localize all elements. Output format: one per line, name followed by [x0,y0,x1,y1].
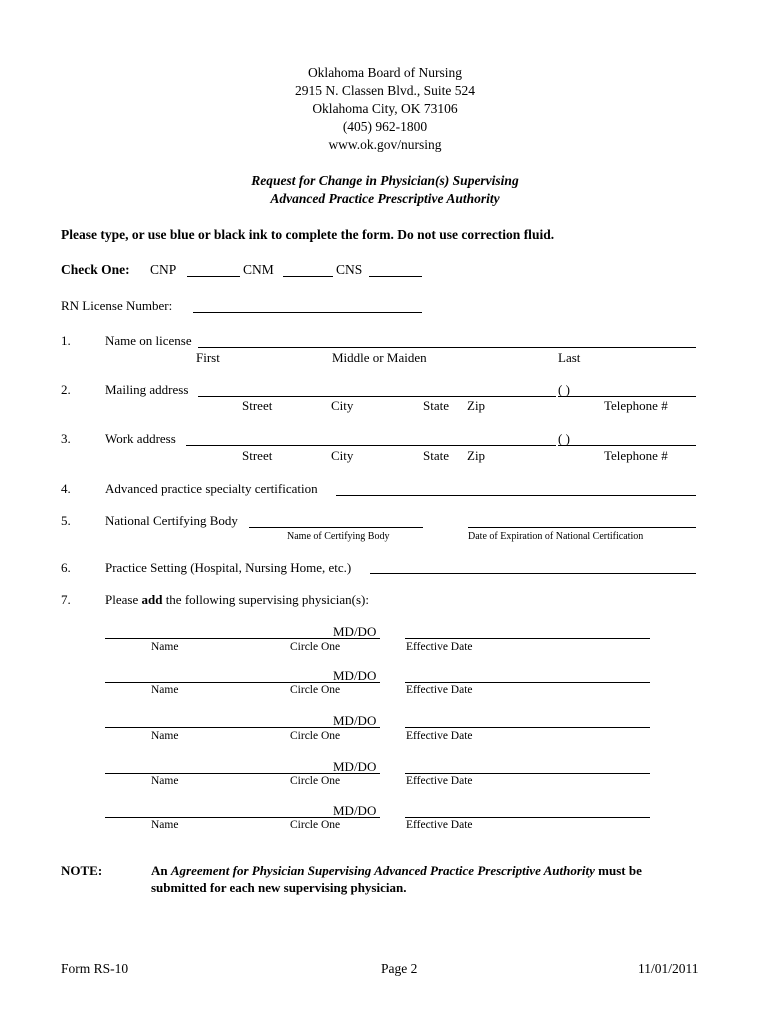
option-cnm-label: CNM [243,262,274,277]
org-address-line1: 2915 N. Classen Blvd., Suite 524 [294,83,475,98]
effective-date-caption: Effective Date [406,684,473,696]
org-website: www.ok.gov/nursing [328,137,442,152]
effective-date-caption: Effective Date [406,819,473,831]
item-number-5: 5. [61,513,71,528]
mailing-street-caption: Street [242,398,273,413]
mailing-telephone-field[interactable] [558,396,696,397]
work-phone-paren: ( ) [558,431,570,446]
physician-name-caption: Name [151,684,179,696]
work-address-field[interactable] [186,445,556,446]
physician-name-field[interactable] [105,773,380,774]
work-telephone-field[interactable] [558,445,696,446]
item-number-6: 6. [61,560,71,575]
check-one-label: Check One: [61,262,130,277]
instructions: Please type, or use blue or black ink to complete the form. Do not use correction fluid. [61,227,555,242]
work-street-caption: Street [242,448,273,463]
footer-form-number: Form RS-10 [61,961,129,976]
effective-date-field[interactable] [405,727,650,728]
org-address-line2: Oklahoma City, OK 73106 [312,101,458,116]
note-text-line2: submitted for each new supervising physician. [151,880,407,895]
work-telephone-caption: Telephone # [604,448,668,463]
work-state-caption: State [423,448,449,463]
physician-name-field[interactable] [105,817,380,818]
circle-one-caption: Circle One [290,641,341,653]
certifying-body-field[interactable] [249,527,423,528]
circle-one-caption: Circle One [290,730,341,742]
work-city-caption: City [331,448,354,463]
effective-date-field[interactable] [405,773,650,774]
effective-date-field[interactable] [405,817,650,818]
note-agreement-title: Agreement for Physician Supervising Advanced Practice Prescriptive Authority [170,863,595,878]
physician-name-caption: Name [151,775,179,787]
mddo-circle-option[interactable]: MD/DO [333,668,377,683]
rn-license-label: RN License Number: [61,298,173,313]
note-label: NOTE: [61,863,103,878]
add-physicians-instruction [105,592,369,608]
certifying-body-label: National Certifying Body [105,513,238,528]
form-title-line1: Request for Change in Physician(s) Supervising [251,173,519,188]
specialty-certification-label: Advanced practice specialty certification [105,481,318,496]
expiration-date-caption: Date of Expiration of National Certification [468,531,644,542]
name-last-caption: Last [558,350,581,365]
mddo-circle-option[interactable]: MD/DO [333,713,377,728]
add-physicians-pre: Please [105,592,142,607]
option-cns-label: CNS [336,262,363,277]
effective-date-field[interactable] [405,682,650,683]
mailing-city-caption: City [331,398,354,413]
effective-date-field[interactable] [405,638,650,639]
effective-date-caption: Effective Date [406,641,473,653]
option-cns-blank[interactable] [369,276,422,277]
effective-date-caption: Effective Date [406,730,473,742]
physician-name-field[interactable] [105,727,380,728]
certifying-body-caption: Name of Certifying Body [287,531,390,542]
work-address-label: Work address [105,431,176,446]
mailing-address-field[interactable] [198,396,556,397]
note-an: An [151,863,171,878]
practice-setting-label: Practice Setting (Hospital, Nursing Home, etc.) [105,560,352,575]
physician-name-caption: Name [151,730,179,742]
circle-one-caption: Circle One [290,819,341,831]
option-cnm-blank[interactable] [283,276,333,277]
name-middle-caption: Middle or Maiden [332,350,427,365]
mddo-circle-option[interactable]: MD/DO [333,759,377,774]
physician-name-field[interactable] [105,682,380,683]
option-cnp-label: CNP [150,262,177,277]
note-must-be: must be [594,863,642,878]
mailing-phone-paren: ( ) [558,382,570,397]
form-title-line2: Advanced Practice Prescriptive Authority [270,191,500,206]
item-number-1: 1. [61,333,71,348]
work-zip-caption: Zip [467,448,486,463]
option-cnp-blank[interactable] [187,276,240,277]
effective-date-caption: Effective Date [406,775,473,787]
mailing-zip-caption: Zip [467,398,486,413]
name-first-caption: First [196,350,220,365]
circle-one-caption: Circle One [290,775,341,787]
rn-license-field[interactable] [193,312,422,313]
mddo-circle-option[interactable]: MD/DO [333,624,377,639]
item-number-4: 4. [61,481,71,496]
org-phone: (405) 962-1800 [342,119,428,134]
physician-name-caption: Name [151,819,179,831]
physician-name-caption: Name [151,641,179,653]
physician-name-field[interactable] [105,638,380,639]
footer-revision-date: 11/01/2011 [638,961,699,976]
circle-one-caption: Circle One [290,684,341,696]
item-number-3: 3. [61,431,71,446]
name-on-license-label: Name on license [105,333,192,348]
item-number-7: 7. [61,592,71,607]
mailing-telephone-caption: Telephone # [604,398,668,413]
note-text-line1 [151,863,642,879]
mailing-address-label: Mailing address [105,382,189,397]
add-physicians-bold: add [141,592,163,607]
org-name: Oklahoma Board of Nursing [307,65,463,80]
name-on-license-field[interactable] [198,347,696,348]
add-physicians-post: the following supervising physician(s): [162,592,369,607]
mddo-circle-option[interactable]: MD/DO [333,803,377,818]
item-number-2: 2. [61,382,71,397]
certification-expiration-field[interactable] [468,527,696,528]
footer-page-number: Page 2 [381,961,418,976]
mailing-state-caption: State [423,398,449,413]
practice-setting-field[interactable] [370,573,696,574]
specialty-certification-field[interactable] [336,495,696,496]
